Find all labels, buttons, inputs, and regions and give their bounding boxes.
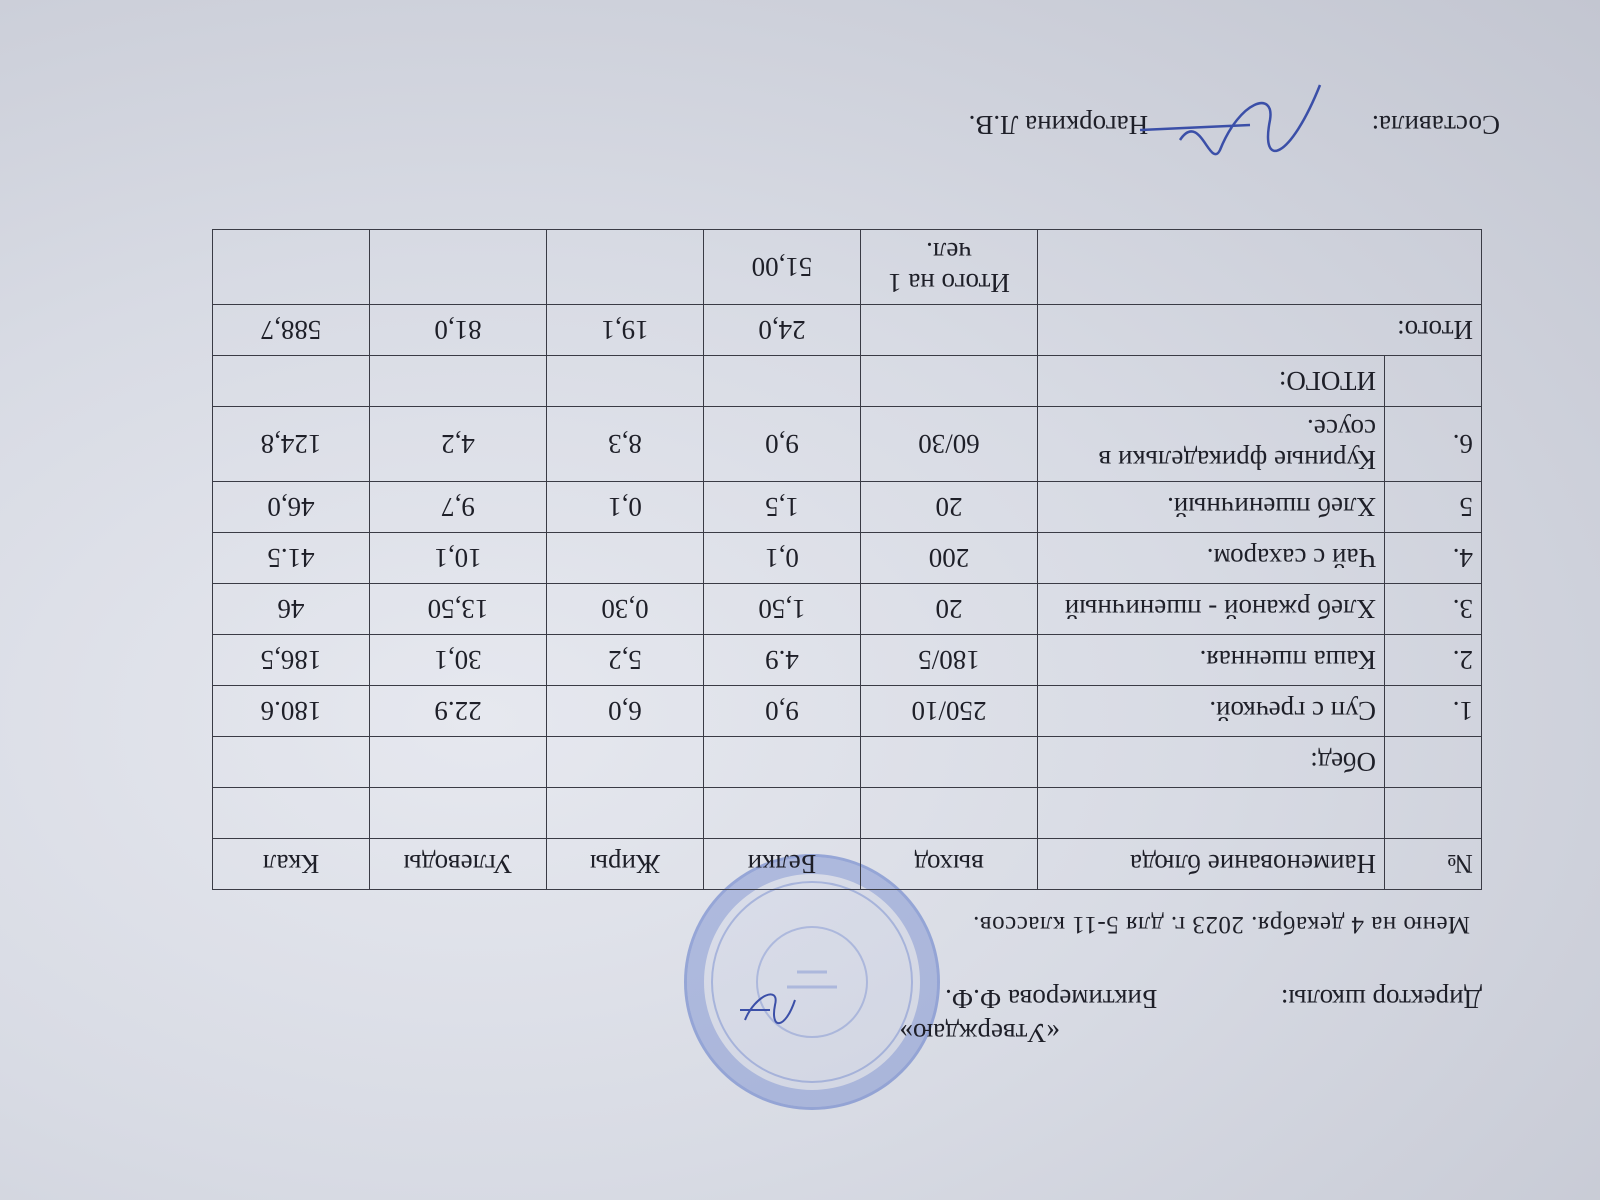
- menu-table: [212, 229, 1482, 890]
- approved-heading: «Утверждаю»: [899, 1018, 1060, 1048]
- header-kcal: Ккал: [213, 839, 370, 890]
- per-person-label: Итого на 1 чел.: [861, 230, 1038, 305]
- section-label: Обед:: [1038, 737, 1385, 788]
- director-signature: [730, 980, 800, 1040]
- table-row: 1. Суп с гречкой. 250/10 9,0 6,0 22.9 180.6: [213, 686, 1482, 737]
- header-output: выход: [861, 839, 1038, 890]
- compiler-signature: [1130, 70, 1330, 180]
- header-fats: Жиры: [547, 839, 704, 890]
- empty-row: [213, 788, 1482, 839]
- total-fats: 19,1: [547, 305, 704, 356]
- per-person-row: [213, 230, 1482, 305]
- section-row: [213, 737, 1482, 788]
- total-kcal: 588,7: [213, 305, 370, 356]
- menu-title: Меню на 4 декабря. 2023 г. для 5-11 классов.: [972, 911, 1470, 938]
- header-proteins: Белки: [704, 839, 861, 890]
- header-no: №: [1385, 839, 1482, 890]
- table-row: 2. Каша пшенная. 180/5 4.9 5,2 30,1 186,5: [213, 635, 1482, 686]
- compiled-name: Нагоркина Л.В.: [968, 110, 1149, 140]
- table-header-row: [213, 839, 1482, 890]
- director-label: Директор школы:: [1280, 984, 1482, 1014]
- header-carbs: Углеводы: [370, 839, 547, 890]
- approval-block: [899, 982, 1490, 1050]
- itogo-caps-row: [213, 356, 1482, 407]
- table-row: 5 Хлеб пшеничный. 20 1,5 0,1 9,7 46,0: [213, 482, 1482, 533]
- table-row: 4. Чай с сахаром. 200 0,1 10,1 41.5: [213, 533, 1482, 584]
- header-name: Наименование блюда: [1038, 839, 1385, 890]
- total-label: Итого:: [1038, 305, 1482, 356]
- per-person-value: 51,00: [704, 230, 861, 305]
- total-proteins: 24,0: [704, 305, 861, 356]
- compiled-label: Составила:: [1371, 110, 1500, 140]
- director-name: Биктимерова Ф.Ф.: [945, 984, 1158, 1014]
- total-row: [213, 305, 1482, 356]
- total-carbs: 81,0: [370, 305, 547, 356]
- table-row: 6. Куриные фрикадельки в соусе. 60/30 9,0 8,3 4,2 124,8: [213, 407, 1482, 482]
- table-row: 3. Хлеб ржаной - пшеничный 20 1,50 0,30 13,50 46: [213, 584, 1482, 635]
- itogo-caps-label: ИТОГО:: [1038, 356, 1385, 407]
